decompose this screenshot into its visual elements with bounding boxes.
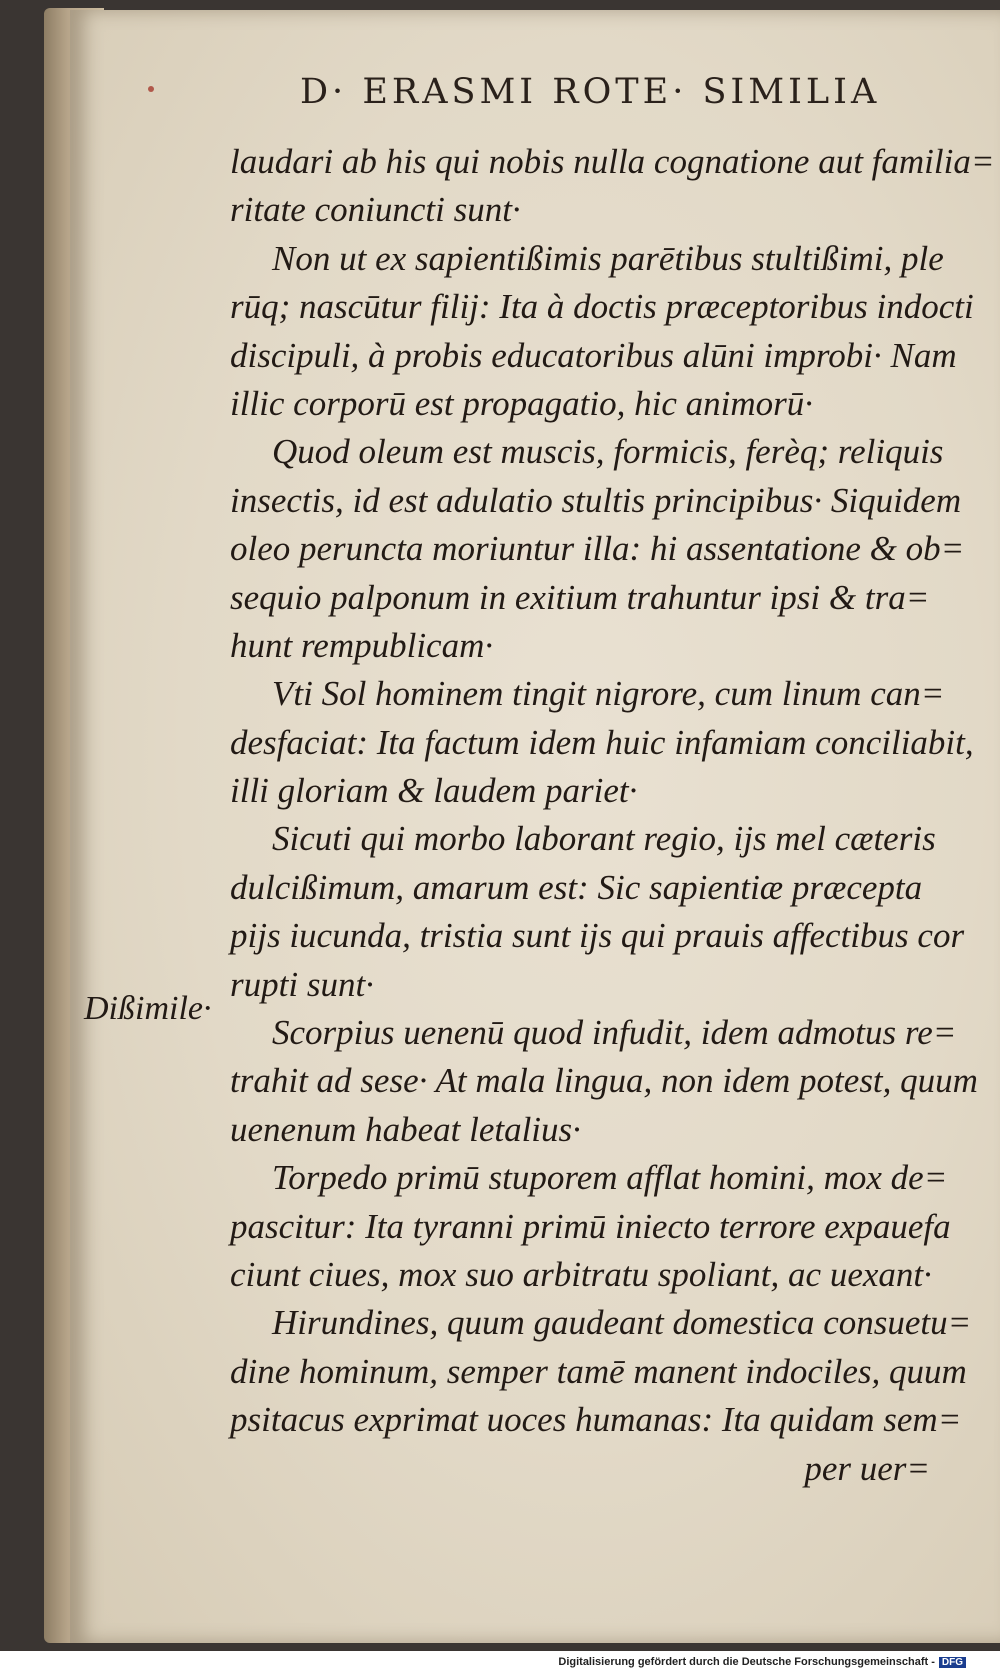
text-line: Torpedo primū stuporem afflat homini, mox de= xyxy=(272,1158,948,1198)
text-line: trahit ad sese· At mala lingua, non idem potest, quum xyxy=(230,1061,978,1101)
text-line: pijs iucunda, tristia sunt ijs qui prauis affectibus cor xyxy=(230,916,965,956)
ink-spot xyxy=(148,86,154,92)
text-line: rupti sunt· xyxy=(230,964,374,1004)
text-line: rūq; nascūtur filij: Ita à doctis præceptoribus indocti xyxy=(230,287,974,327)
text-line: illic corporū est propagatio, hic animorū· xyxy=(230,383,813,423)
text-line: uenenum habeat letalius· xyxy=(230,1109,581,1149)
text-line: laudari ab his qui nobis nulla cognatione aut familia= xyxy=(230,142,995,181)
running-head: D· ERASMI ROTE· SIMILIA xyxy=(300,72,881,112)
text-line: dine hominum, semper tamē manent indociles, quum xyxy=(230,1351,967,1391)
text-line: Vti Sol hominem tingit nigrore, cum linum can= xyxy=(272,674,945,714)
text-line: oleo peruncta moriuntur illa: hi assentatione & ob= xyxy=(230,529,965,569)
catchword: per uer= xyxy=(804,1448,930,1488)
text-line: discipuli, à probis educatoribus alūni improbi· Nam xyxy=(230,335,957,375)
digitization-credit xyxy=(558,1656,966,1668)
text-line: desfaciat: Ita factum idem huic infamiam conciliabit, xyxy=(230,722,974,762)
text-line: Quod oleum est muscis, formicis, ferèq; reliquis xyxy=(272,432,944,472)
text-line: dulcißimum, amarum est: Sic sapientiæ præcepta xyxy=(230,867,923,907)
text-line: psitacus exprimat uoces humanas: Ita quidam sem= xyxy=(230,1400,962,1440)
text-line: sequio palponum in exitium trahuntur ipsi & tra= xyxy=(230,577,930,617)
text-line: Hirundines, quum gaudeant domestica consuetu= xyxy=(272,1303,972,1343)
text-line: Sicuti qui morbo laborant regio, ijs mel cæteris xyxy=(272,819,936,859)
text-line: illi gloriam & laudem pariet· xyxy=(230,771,638,811)
text-line: ritate coniuncti sunt· xyxy=(230,190,521,230)
text-line: Non ut ex sapientißimis parētibus stultißimi, ple xyxy=(272,238,944,278)
text-line: ciunt ciues, mox suo arbitratu spoliant, ac uexant· xyxy=(230,1254,932,1294)
dfg-logo: DFG xyxy=(939,1657,966,1668)
text-line: Scorpius uenenū quod infudit, idem admotus re= xyxy=(272,1013,957,1053)
body-text xyxy=(230,138,995,1493)
text-line: insectis, id est adulatio stultis principibus· Siquidem xyxy=(230,480,962,520)
text-line: pascitur: Ita tyranni primū iniecto terrore expauefa xyxy=(230,1206,951,1246)
text-line: hunt rempublicam· xyxy=(230,625,494,665)
margin-note: Dißimile· xyxy=(84,990,212,1027)
credit-text: Digitalisierung gefördert durch die Deutsche Forschungsgemeinschaft - xyxy=(558,1656,935,1668)
